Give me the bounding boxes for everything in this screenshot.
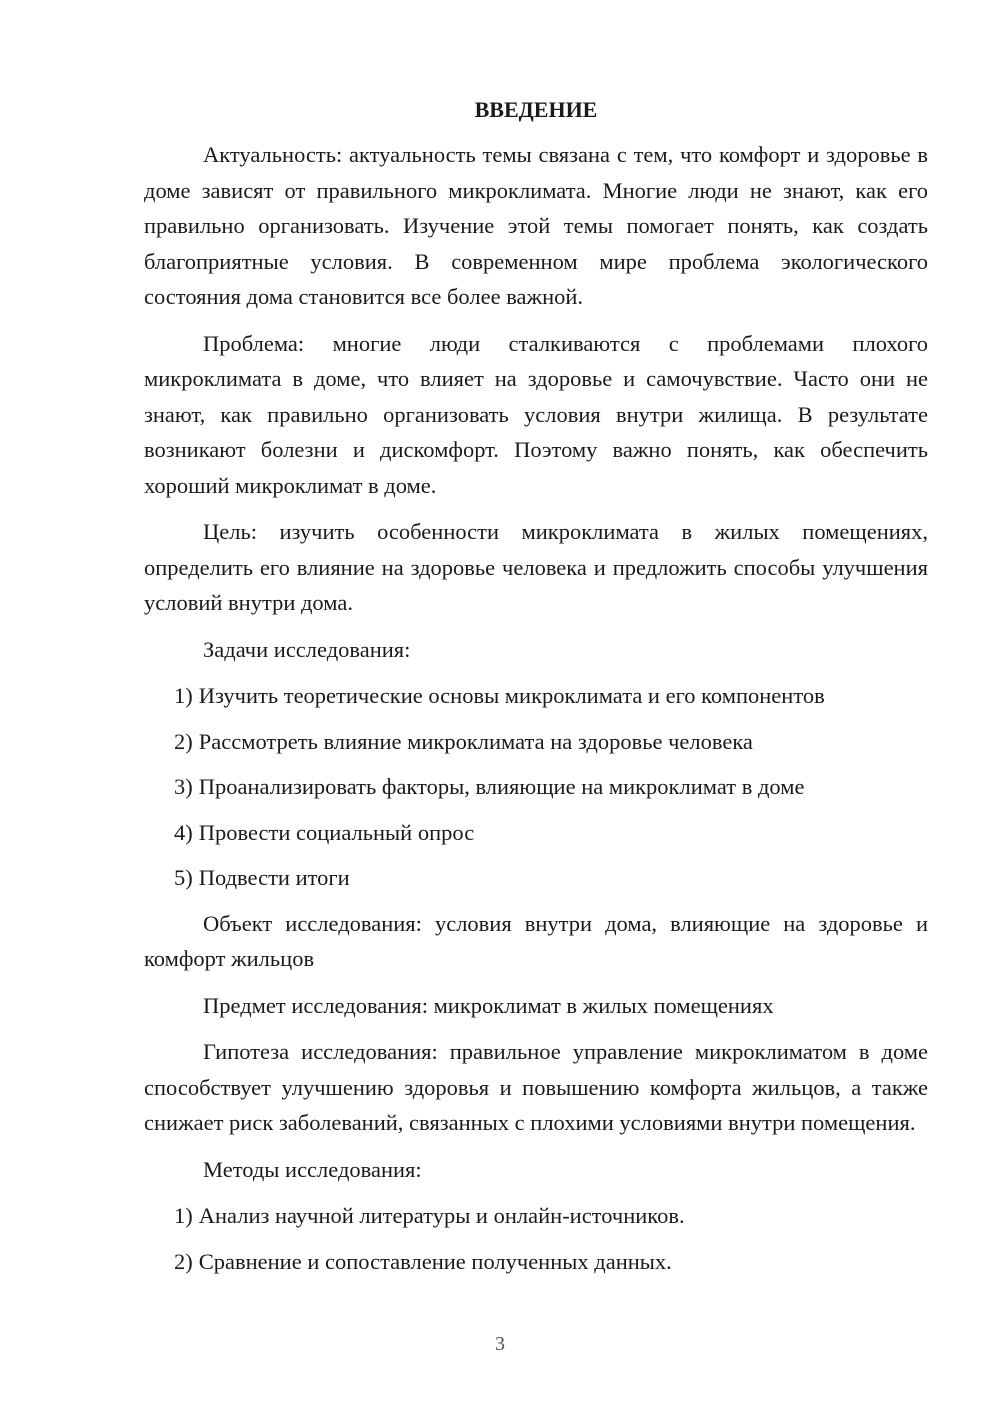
list-item <box>144 860 928 896</box>
hypothesis-paragraph: Гипотеза исследования: правильное управление микроклиматом в доме способствует улучшению здоровья и повышению комфорта жильцов, а также снижает риск заболеваний, связанных с плохими условиями внутри помещения. <box>144 1039 928 1135</box>
list-item-number: 1) <box>174 683 193 708</box>
problem-paragraph: Проблема: многие люди сталкиваются с проблемами плохого микроклимата в доме, что влияет на здоровье и самочувствие. Часто они не знают, как правильно организовать условия внутри жилища. В результате возникают болезни и дискомфорт. Поэтому важно понять, как обеспечить хороший микроклимат в доме. <box>144 330 928 498</box>
list-item-text: Подвести итоги <box>198 865 350 890</box>
list-item-number: 3) <box>174 774 193 799</box>
object-paragraph: Объект исследования: условия внутри дома, влияющие на здоровье и комфорт жильцов <box>144 910 928 971</box>
list-item <box>144 1244 928 1280</box>
list-item-text: Анализ научной литературы и онлайн-источников. <box>198 1203 685 1228</box>
list-item <box>144 815 928 851</box>
list-item-text: Рассмотреть влияние микроклимата на здоровье человека <box>198 728 753 754</box>
list-item-number: 2) <box>174 1248 193 1274</box>
list-item-text: Сравнение и сопоставление полученных данных. <box>198 1248 672 1274</box>
list-item <box>144 769 928 805</box>
tasks-list <box>144 678 928 896</box>
page-number: 3 <box>495 1333 505 1355</box>
relevance-paragraph: Актуальность: актуальность темы связана с тем, что комфорт и здоровье в доме зависят от правильного микроклимата. Многие люди не знают, как его правильно организовать. Изучение этой темы помогает понять, как создать благоприятные условия. В современном мире проблема экологического состояния дома становится все более важной. <box>144 142 928 309</box>
goal-paragraph: Цель: изучить особенности микроклимата в жилых помещениях, определить его влияние на здоровье человека и предложить способы улучшения условий внутри дома. <box>144 519 928 615</box>
list-item <box>144 678 928 714</box>
methods-label: Методы исследования: <box>203 1156 422 1182</box>
list-item-number: 2) <box>174 728 193 754</box>
list-item-number: 4) <box>174 819 193 845</box>
list-item-number: 5) <box>174 865 193 890</box>
list-item <box>144 1198 928 1234</box>
section-title: ВВЕДЕНИЕ <box>474 97 598 122</box>
list-item <box>144 724 928 760</box>
methods-list <box>144 1198 928 1279</box>
list-item-text: Провести социальный опрос <box>198 819 475 845</box>
page-content <box>144 95 928 1289</box>
list-item-number: 1) <box>174 1203 193 1228</box>
tasks-label: Задачи исследования: <box>203 636 411 662</box>
list-item-text: Проанализировать факторы, влияющие на микроклимат в доме <box>198 774 805 799</box>
list-item-text: Изучить теоретические основы микроклимата и его компонентов <box>198 683 825 708</box>
subject-paragraph: Предмет исследования: микроклимат в жилых помещениях <box>203 992 774 1018</box>
